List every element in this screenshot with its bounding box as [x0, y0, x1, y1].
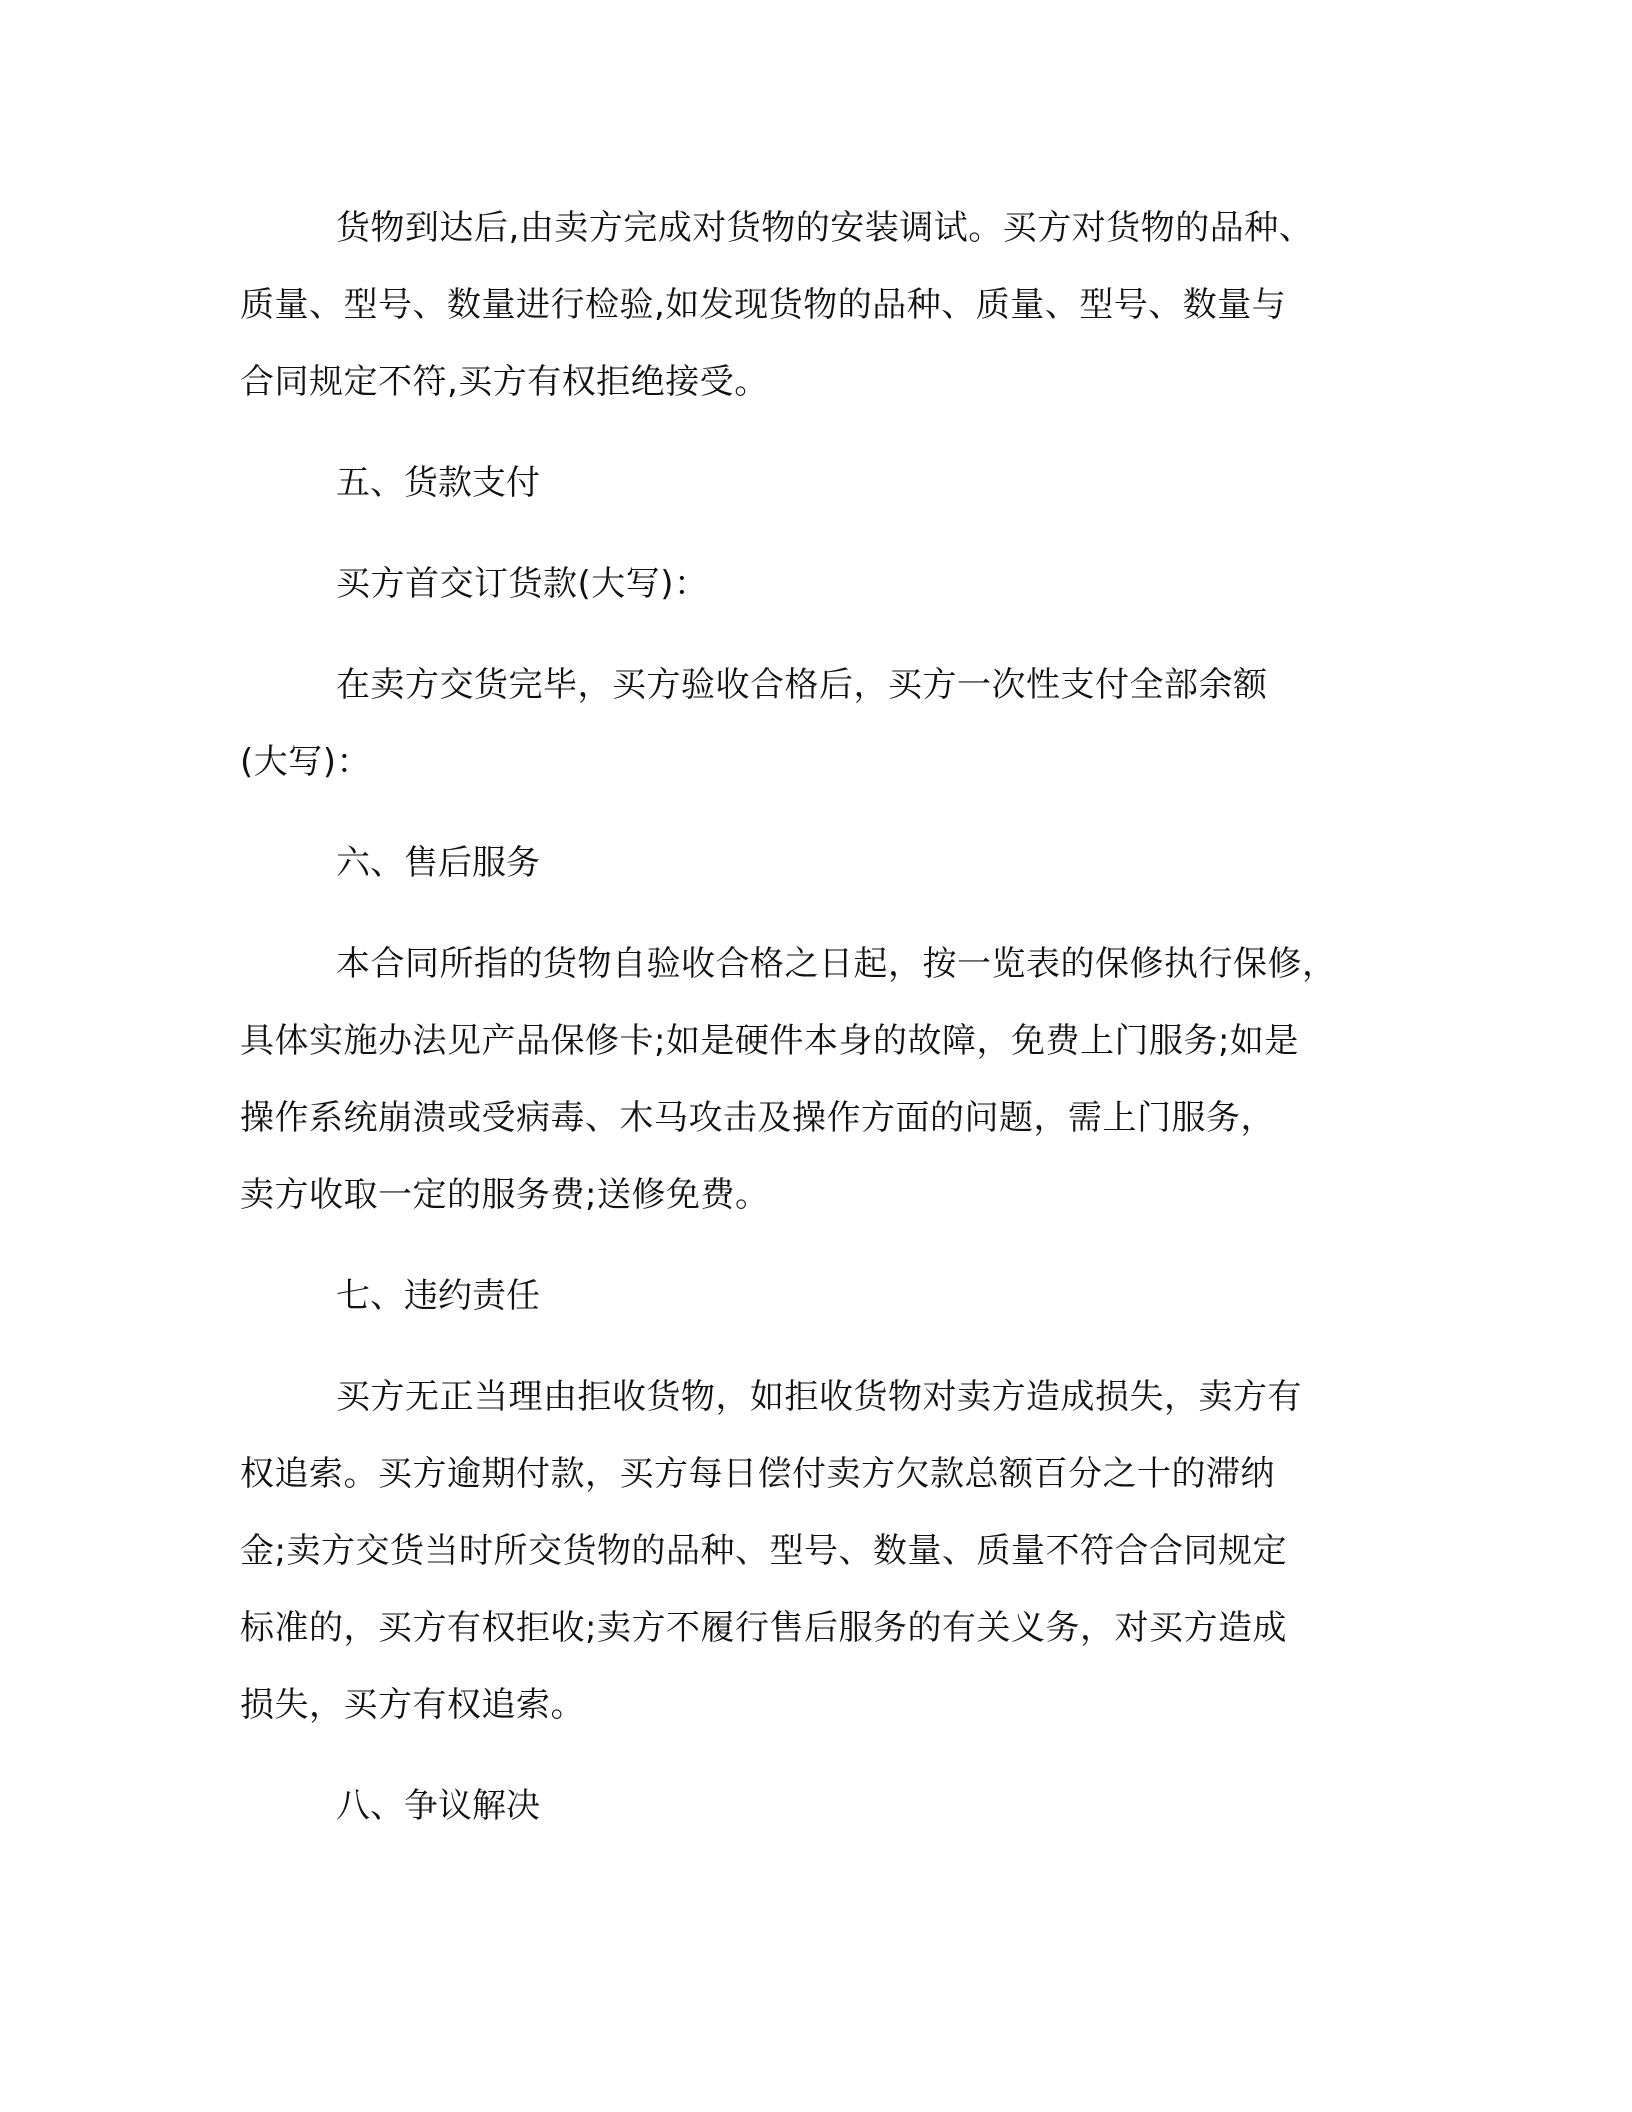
paragraph-line: 标准的，买方有权拒收;卖方不履行售后服务的有关义务，对买方造成 — [240, 1608, 1287, 1648]
section-heading-after-sales: 六、售后服务 — [336, 843, 540, 883]
paragraph-line: 买方无正当理由拒收货物，如拒收货物对卖方造成损失，卖方有 — [336, 1377, 1302, 1417]
paragraph-line: 卖方收取一定的服务费;送修免费。 — [240, 1175, 770, 1215]
section-heading-payment: 五、货款支付 — [336, 463, 540, 503]
paragraph-line: (大写)： — [240, 742, 372, 782]
section-heading-dispute: 八、争议解决 — [336, 1786, 540, 1826]
section-heading-liability: 七、违约责任 — [336, 1276, 540, 1316]
paragraph-line: 权追索。买方逾期付款，买方每日偿付卖方欠款总额百分之十的滞纳 — [240, 1454, 1275, 1494]
paragraph-line: 本合同所指的货物自验收合格之日起，按一览表的保修执行保修， — [336, 944, 1337, 984]
document-body — [240, 190, 1400, 1845]
paragraph-deposit — [240, 546, 1400, 623]
paragraph-line: 货物到达后,由卖方完成对货物的安装调试。买方对货物的品种、 — [336, 208, 1314, 248]
paragraph-line: 具体实施办法见产品保修卡;如是硬件本身的故障，免费上门服务;如是 — [240, 1021, 1299, 1061]
paragraph-delivery-inspection — [240, 190, 1400, 421]
paragraph-line: 合同规定不符,买方有权拒绝接受。 — [240, 362, 769, 402]
paragraph-line: 质量、型号、数量进行检验,如发现货物的品种、质量、型号、数量与 — [240, 285, 1287, 325]
paragraph-balance-payment — [240, 647, 1400, 801]
paragraph-warranty — [240, 926, 1400, 1234]
paragraph-line: 损失，买方有权追索。 — [240, 1685, 585, 1725]
paragraph-line: 在卖方交货完毕，买方验收合格后，买方一次性支付全部余额 — [336, 665, 1268, 705]
paragraph-breach — [240, 1359, 1400, 1744]
paragraph-line: 买方首交订货款(大写)： — [336, 564, 709, 604]
paragraph-line: 操作系统崩溃或受病毒、木马攻击及操作方面的问题，需上门服务， — [240, 1098, 1275, 1138]
paragraph-line: 金;卖方交货当时所交货物的品种、型号、数量、质量不符合合同规定 — [240, 1531, 1287, 1571]
